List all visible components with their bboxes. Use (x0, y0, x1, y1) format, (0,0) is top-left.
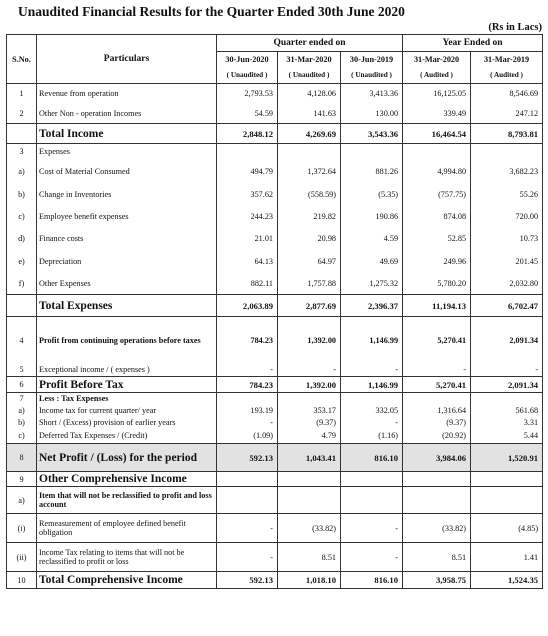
table-row (7, 487, 543, 514)
row-value (471, 393, 543, 404)
row-value: 5.44 (471, 429, 543, 444)
row-particulars: Remeasurement of employee defined benefit obligation (37, 514, 217, 543)
row-value: 720.00 (471, 206, 543, 228)
row-value (341, 393, 403, 404)
table-row (7, 393, 543, 404)
table-row (7, 104, 543, 124)
row-sno: a) (7, 160, 37, 183)
row-sno (7, 295, 37, 317)
column-status: ( Audited ) (403, 68, 471, 84)
table-row (7, 364, 543, 377)
row-particulars: Income tax for current quarter/ year (37, 404, 217, 417)
row-sno: c) (7, 206, 37, 228)
row-value: 332.05 (341, 404, 403, 417)
row-value: 2,032.80 (471, 273, 543, 295)
table-row (7, 317, 543, 364)
column-status: ( Unaudited ) (278, 68, 341, 84)
column-date: 31-Mar-2020 (403, 52, 471, 68)
row-sno: c) (7, 429, 37, 444)
table-row (7, 160, 543, 183)
row-sno: 6 (7, 377, 37, 393)
row-value: 249.96 (403, 250, 471, 273)
row-value: - (341, 543, 403, 572)
column-status: ( Unaudited ) (217, 68, 278, 84)
row-value: 2,091.34 (471, 317, 543, 364)
table-row (7, 250, 543, 273)
row-value: 3,413.36 (341, 84, 403, 104)
row-value: (9.37) (403, 417, 471, 429)
row-value: 64.97 (278, 250, 341, 273)
row-value (217, 144, 278, 160)
row-value: 2,091.34 (471, 377, 543, 393)
row-sno: 5 (7, 364, 37, 377)
row-value: 244.23 (217, 206, 278, 228)
table-row (7, 429, 543, 444)
row-sno: 10 (7, 572, 37, 589)
row-value: (1.16) (341, 429, 403, 444)
row-value: - (217, 364, 278, 377)
row-particulars: Finance costs (37, 228, 217, 250)
row-particulars: Other Comprehensive Income (37, 472, 217, 487)
row-value: 494.79 (217, 160, 278, 183)
row-value: 784.23 (217, 317, 278, 364)
table-row (7, 228, 543, 250)
row-value (471, 472, 543, 487)
row-value: 16,125.05 (403, 84, 471, 104)
row-sno: 9 (7, 472, 37, 487)
row-value: 1,372.64 (278, 160, 341, 183)
row-value: 193.19 (217, 404, 278, 417)
row-value: 54.59 (217, 104, 278, 124)
row-value: 21.01 (217, 228, 278, 250)
row-value (217, 472, 278, 487)
table-row (7, 124, 543, 144)
row-value (403, 487, 471, 514)
row-value: 4,128.06 (278, 84, 341, 104)
row-value (278, 144, 341, 160)
row-value: (558.59) (278, 183, 341, 206)
row-value: 882.11 (217, 273, 278, 295)
currency-unit-label: (Rs in Lacs) (488, 22, 542, 33)
row-value: 2,848.12 (217, 124, 278, 144)
column-date: 30-Jun-2020 (217, 52, 278, 68)
row-particulars: Net Profit / (Loss) for the period (37, 444, 217, 472)
row-value: (4.85) (471, 514, 543, 543)
row-value: 592.13 (217, 572, 278, 589)
row-sno: 7 (7, 393, 37, 404)
row-value: (5.35) (341, 183, 403, 206)
column-status: ( Audited ) (471, 68, 543, 84)
header-sno: S.No. (7, 35, 37, 84)
row-value: 4,994.80 (403, 160, 471, 183)
row-particulars: Other Expenses (37, 273, 217, 295)
row-value: 5,270.41 (403, 377, 471, 393)
row-sno: a) (7, 404, 37, 417)
row-sno: (i) (7, 514, 37, 543)
column-date: 31-Mar-2020 (278, 52, 341, 68)
row-value (278, 393, 341, 404)
row-value: 10.73 (471, 228, 543, 250)
row-value: 339.49 (403, 104, 471, 124)
row-sno: b) (7, 183, 37, 206)
row-value (341, 487, 403, 514)
row-value: 3,543.36 (341, 124, 403, 144)
row-particulars: Item that will not be reclassified to profit and loss account (37, 487, 217, 514)
row-value: 201.45 (471, 250, 543, 273)
row-value: 357.62 (217, 183, 278, 206)
row-value: 2,063.89 (217, 295, 278, 317)
row-value: 8.51 (403, 543, 471, 572)
table-row (7, 543, 543, 572)
row-value: 1,392.00 (278, 377, 341, 393)
row-sno: 4 (7, 317, 37, 364)
row-value: 55.26 (471, 183, 543, 206)
header-quarter-ended: Quarter ended on (217, 35, 403, 52)
row-value: (9.37) (278, 417, 341, 429)
column-date: 30-Jun-2019 (341, 52, 403, 68)
row-value: - (403, 364, 471, 377)
row-value (403, 472, 471, 487)
row-value: - (278, 364, 341, 377)
row-value: 130.00 (341, 104, 403, 124)
row-value (403, 393, 471, 404)
table-row (7, 144, 543, 160)
row-value: 4,269.69 (278, 124, 341, 144)
row-particulars: Less : Tax Expenses (37, 393, 217, 404)
row-value: 2,793.53 (217, 84, 278, 104)
row-value: - (217, 543, 278, 572)
row-value: 784.23 (217, 377, 278, 393)
row-value (278, 472, 341, 487)
report-title: Unaudited Financial Results for the Quarter Ended 30th June 2020 (18, 4, 405, 19)
row-value: 1,043.41 (278, 444, 341, 472)
row-value (471, 487, 543, 514)
row-value: 561.68 (471, 404, 543, 417)
row-value: 219.82 (278, 206, 341, 228)
table-row (7, 273, 543, 295)
row-value (217, 393, 278, 404)
header-particulars: Particulars (37, 35, 217, 84)
row-value: - (341, 514, 403, 543)
row-value: 1,520.91 (471, 444, 543, 472)
row-value: 816.10 (341, 572, 403, 589)
row-value: 8,546.69 (471, 84, 543, 104)
row-sno: b) (7, 417, 37, 429)
row-value: - (341, 364, 403, 377)
row-value: 1,524.35 (471, 572, 543, 589)
row-value (217, 487, 278, 514)
row-value: 1,316.64 (403, 404, 471, 417)
row-value: 49.69 (341, 250, 403, 273)
row-value: 190.86 (341, 206, 403, 228)
row-value: 141.63 (278, 104, 341, 124)
row-particulars: Total Expenses (37, 295, 217, 317)
row-particulars: Expenses (37, 144, 217, 160)
row-value: - (217, 417, 278, 429)
row-value: 1,146.99 (341, 377, 403, 393)
row-value: 592.13 (217, 444, 278, 472)
row-value: - (471, 364, 543, 377)
row-value: 1,146.99 (341, 317, 403, 364)
row-particulars: Total Income (37, 124, 217, 144)
table-row (7, 444, 543, 472)
table-row (7, 183, 543, 206)
row-value: 1.41 (471, 543, 543, 572)
row-sno: 3 (7, 144, 37, 160)
row-value: 20.98 (278, 228, 341, 250)
table-row (7, 295, 543, 317)
row-value: 6,702.47 (471, 295, 543, 317)
row-sno: (ii) (7, 543, 37, 572)
row-particulars: Profit Before Tax (37, 377, 217, 393)
row-value: - (341, 417, 403, 429)
row-value: 16,464.54 (403, 124, 471, 144)
row-value: 1,275.32 (341, 273, 403, 295)
table-row (7, 84, 543, 104)
table-row (7, 572, 543, 589)
table-row (7, 377, 543, 393)
row-sno: f) (7, 273, 37, 295)
row-value (341, 144, 403, 160)
row-value: 3.31 (471, 417, 543, 429)
row-value: 1,757.88 (278, 273, 341, 295)
row-particulars: Exceptional income / ( expenses ) (37, 364, 217, 377)
row-value: (20.92) (403, 429, 471, 444)
table-row (7, 417, 543, 429)
row-value: 5,780.20 (403, 273, 471, 295)
row-value: (757.75) (403, 183, 471, 206)
row-sno: a) (7, 487, 37, 514)
financial-results-table (6, 34, 543, 589)
row-particulars: Income Tax relating to items that will not be reclassified to profit or loss (37, 543, 217, 572)
header-year-ended: Year Ended on (403, 35, 543, 52)
row-value: 3,958.75 (403, 572, 471, 589)
row-sno: e) (7, 250, 37, 273)
table-row (7, 206, 543, 228)
column-status: ( Unaudited ) (341, 68, 403, 84)
table-row (7, 404, 543, 417)
row-particulars: Deferred Tax Expenses / (Credit) (37, 429, 217, 444)
row-value: 4.79 (278, 429, 341, 444)
row-value: 353.17 (278, 404, 341, 417)
row-value (278, 487, 341, 514)
row-particulars: Total Comprehensive Income (37, 572, 217, 589)
row-value: 874.08 (403, 206, 471, 228)
row-particulars: Change in Inventories (37, 183, 217, 206)
row-sno: 8 (7, 444, 37, 472)
row-value: 3,984.06 (403, 444, 471, 472)
row-value: 5,270.41 (403, 317, 471, 364)
row-sno (7, 124, 37, 144)
row-value: (33.82) (403, 514, 471, 543)
row-value (341, 472, 403, 487)
row-sno: 2 (7, 104, 37, 124)
row-value: 3,682.23 (471, 160, 543, 183)
row-value: 247.12 (471, 104, 543, 124)
row-particulars: Cost of Material Consumed (37, 160, 217, 183)
row-particulars: Other Non - operation Incomes (37, 104, 217, 124)
row-particulars: Short / (Excess) provision of earlier years (37, 417, 217, 429)
row-particulars: Revenue from operation (37, 84, 217, 104)
row-value: 8,793.81 (471, 124, 543, 144)
row-particulars: Profit from continuing operations before taxes (37, 317, 217, 364)
row-value: 64.13 (217, 250, 278, 273)
row-value: 2,877.69 (278, 295, 341, 317)
row-value: 8.51 (278, 543, 341, 572)
row-value: 2,396.37 (341, 295, 403, 317)
row-particulars: Depreciation (37, 250, 217, 273)
row-value: (33.82) (278, 514, 341, 543)
row-value: - (217, 514, 278, 543)
row-value: 881.26 (341, 160, 403, 183)
row-sno: d) (7, 228, 37, 250)
row-particulars: Employee benefit expenses (37, 206, 217, 228)
column-date: 31-Mar-2019 (471, 52, 543, 68)
row-value: 1,018.10 (278, 572, 341, 589)
row-value: (1.09) (217, 429, 278, 444)
row-sno: 1 (7, 84, 37, 104)
row-value (403, 144, 471, 160)
row-value (471, 144, 543, 160)
row-value: 816.10 (341, 444, 403, 472)
row-value: 4.59 (341, 228, 403, 250)
row-value: 1,392.00 (278, 317, 341, 364)
row-value: 52.85 (403, 228, 471, 250)
table-row (7, 472, 543, 487)
row-value: 11,194.13 (403, 295, 471, 317)
table-row (7, 514, 543, 543)
